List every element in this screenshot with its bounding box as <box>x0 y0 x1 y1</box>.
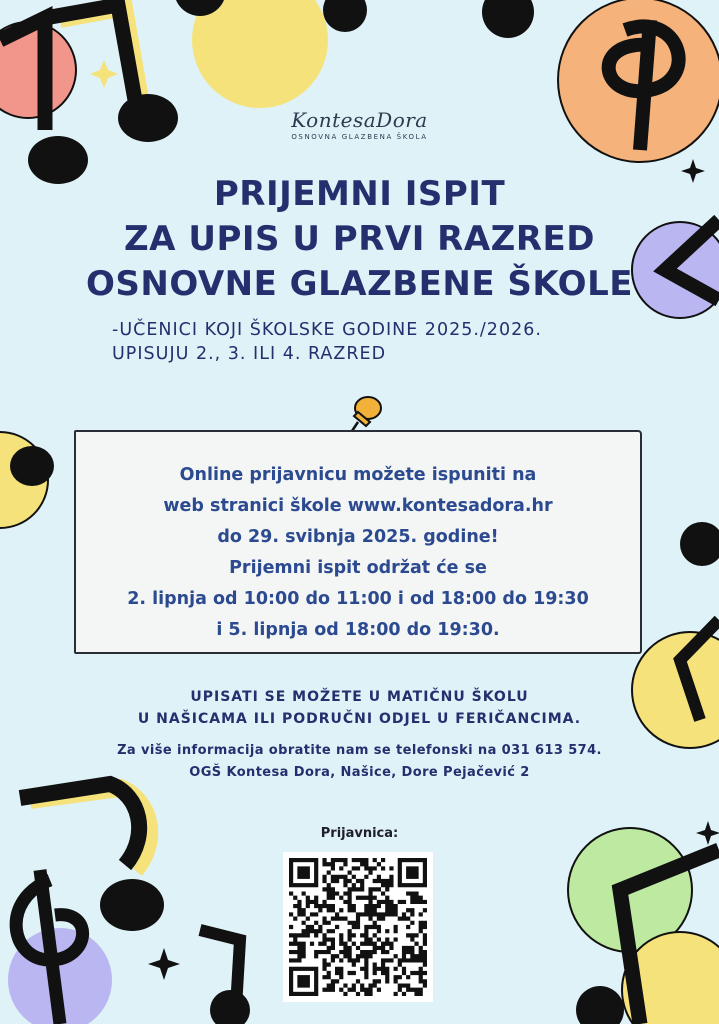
subtitle <box>112 318 632 366</box>
qr-label: Prijavnica: <box>320 826 399 841</box>
contact-line: Za više informacija obratite nam se telefonski na 031 613 574. <box>117 743 602 758</box>
notice-line: Online prijavnicu možete ispuniti na <box>179 465 537 485</box>
logo-name: KontesaDora <box>291 108 428 132</box>
logo-subtitle: OSNOVNA GLAZBENA ŠKOLA <box>291 133 428 141</box>
notice-line: do 29. svibnja 2025. godine! <box>217 527 499 547</box>
enrollment-info <box>0 686 719 730</box>
title-line: OSNOVNE GLAZBENE ŠKOLE <box>86 264 633 304</box>
qr-code[interactable] <box>283 852 433 1002</box>
contact-line: OGŠ Kontesa Dora, Našice, Dore Pejačević 2 <box>189 765 530 780</box>
notice-line: Prijemni ispit održat će se <box>229 558 487 578</box>
notice-line: 2. lipnja od 10:00 do 11:00 i od 18:00 do 19:30 <box>127 589 589 609</box>
contact-info <box>0 740 719 784</box>
notice-line: web stranici škole www.kontesadora.hr <box>163 496 553 516</box>
notice-box <box>74 430 642 654</box>
school-logo <box>0 108 719 141</box>
title-line: PRIJEMNI ISPIT <box>213 174 506 214</box>
poster-title <box>0 172 719 307</box>
title-line: ZA UPIS U PRVI RAZRED <box>124 219 595 259</box>
enrollment-line: U NAŠICAMA ILI PODRUČNI ODJEL U FERIČANCIMA. <box>137 711 582 727</box>
qr-code-icon <box>289 858 427 996</box>
notice-line: i 5. lipnja od 18:00 do 19:30. <box>216 620 500 640</box>
subtitle-line: UPISUJU 2., 3. ILI 4. RAZRED <box>112 344 387 364</box>
subtitle-line: -UČENICI KOJI ŠKOLSKE GODINE 2025./2026. <box>112 320 542 340</box>
enrollment-line: UPISATI SE MOŽETE U MATIČNU ŠKOLU <box>190 689 529 705</box>
